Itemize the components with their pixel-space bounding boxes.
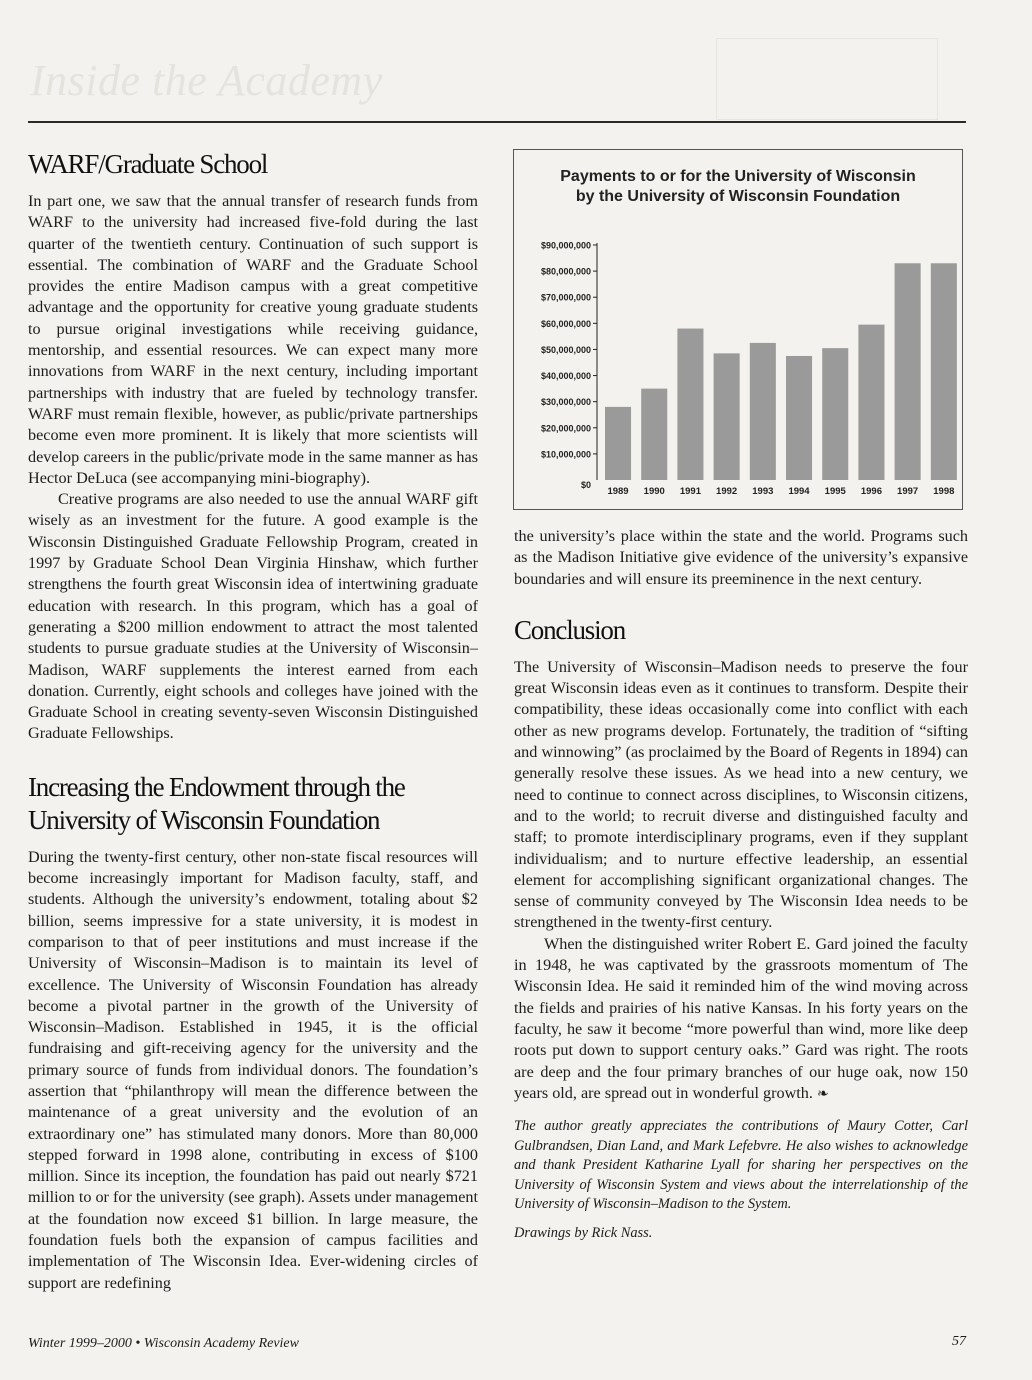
bar bbox=[858, 325, 884, 480]
paragraph: During the twenty-first century, other non-state fiscal resources will become increasingly important for Madison faculty, staff, and students. Although the university’s endowment, totaling about $2 billion, seems impressive for a state university, it is modest in comparison to that of peer institutions and must increase if the University of Wisconsin–Madison is to maintain its level of excellence. The University of Wisconsin Foundation has already become a pivotal partner in the growth of the University of Wisconsin–Madison. Established in 1945, it is the official fundraising and gift-receiving agency for the university and the primary source of funds from individual donors. The foundation’s assertion that “philanthropy will mean the difference between the maintenance of a great university and the evolution of an extraordinary one” has stimulated many donors. More than 80,000 stepped forward in 1998 alone, contributing in excess of $100 million. Since its inception, the foundation has paid out nearly $721 million to or for the university (see graph). Assets under management at the foundation now exceed $1 billion. In large measure, the foundation fuels both the expansion of campus facilities and implementation of The Wisconsin Idea. Ever-widening circles of support are redefining bbox=[28, 847, 478, 1292]
foundation-payments-chart bbox=[513, 149, 963, 510]
y-tick-label: $20,000,000 bbox=[540, 423, 591, 434]
bar bbox=[605, 407, 631, 480]
x-tick-label: 1997 bbox=[897, 486, 919, 497]
paragraph: In part one, we saw that the annual transfer of research funds from WARF to the university had increased five-fold during the last quarter of the twentieth century. Continuation of such support is essential. The combination of WARF and the Graduate School provides the entire Madison campus with a great competitive advantage and the opportunity for creative young graduate students to pursue original investigations while receiving guidance, mentorship, and essential resources. We can expect many more innovations from WARF in the next century, including important partnerships with industry that are fueled by technology transfer. WARF must remain flexible, however, as public/private partnerships become even more prominent. It is likely that more scientists will develop careers in the public/private mode in the same manner as has Hector DeLuca (see accompanying mini-biography). bbox=[28, 192, 478, 487]
x-tick-label: 1989 bbox=[607, 486, 629, 497]
left-column bbox=[28, 148, 478, 1294]
y-tick-label: $10,000,000 bbox=[540, 449, 591, 460]
paragraph bbox=[514, 934, 968, 1105]
y-tick-label: $70,000,000 bbox=[540, 292, 591, 303]
page-number: 57 bbox=[952, 1334, 966, 1349]
drawings-credit: Drawings by Rick Nass. bbox=[514, 1224, 653, 1241]
bar bbox=[895, 263, 921, 480]
y-tick-label: $50,000,000 bbox=[540, 344, 591, 355]
bar bbox=[677, 329, 703, 480]
x-tick-label: 1993 bbox=[752, 486, 774, 497]
chart-plot bbox=[514, 150, 962, 509]
bar bbox=[714, 353, 740, 480]
section-heading-endowment: Increasing the Endowment through the University of Wisconsin Foundation bbox=[28, 771, 405, 835]
paragraph-text: When the distinguished writer Robert E. Gard joined the faculty in 1948, he was captivated by the grassroots momentum of The Wisconsin Idea. He said it reminded him of the wind moving across the fields and prairies of his native Kansas. In his forty years on the faculty, he saw it become “more powerful than wind, more like deep roots put down to support century oaks.” Gard was right. The roots are deep and the four primary branches of our huge oak, now 150 years old, are spread out in wonderful growth. bbox=[514, 934, 968, 1102]
x-tick-label: 1995 bbox=[824, 486, 846, 497]
paragraph: The University of Wisconsin–Madison needs to preserve the four great Wisconsin ideas even as it continues to transform. Despite their compatibility, these ideas occasionally come into conflict with each other as new programs develop. Fortunately, the tradition of “sifting and winnowing” (as proclaimed by the Board of Regents in 1894) can generally resolve these issues. As we head into a new century, we need to continue to connect across disciplines, to Wisconsin citizens, and to the world; to recruit diverse and distinguished faculty and staff; to promote interdisciplinary programs, even if they supplant individualism; and to nurture effective leadership, an essential element for accomplishing significant organizational changes. The sense of community conveyed by The Wisconsin Idea needs to be strengthened in the twenty-first century. bbox=[514, 657, 968, 932]
chart-title-line: Payments to or for the University of Wisconsin bbox=[560, 168, 916, 185]
x-tick-label: 1998 bbox=[933, 486, 955, 497]
x-tick-label: 1994 bbox=[788, 486, 810, 497]
paragraph: Creative programs are also needed to use the annual WARF gift wisely as an investment for the future. A good example is the Wisconsin Distinguished Graduate Fellowship Program, created in 1997 by Graduate School Dean Virginia Hinshaw, which further strengthens the fourth great Wisconsin idea of intertwining graduate education with research. In this program, which has a goal of generating a $200 million endowment to attract the most talented students to pursue graduate studies at the University of Wisconsin–Madison, WARF supplements the interest earned from each donation. Currently, eight schools and colleges have joined with the Graduate School in creating seventy-seven Wisconsin Distinguished Graduate Fellowships. bbox=[28, 490, 478, 743]
bar bbox=[931, 263, 957, 480]
ghost-house-drawing bbox=[716, 38, 938, 120]
top-rule bbox=[28, 121, 966, 123]
x-tick-label: 1990 bbox=[643, 486, 665, 497]
y-tick-label: $40,000,000 bbox=[540, 371, 591, 382]
ghost-section-header: Inside the Academy bbox=[30, 56, 383, 105]
section-heading-conclusion: Conclusion bbox=[514, 614, 626, 645]
y-tick-label: $0 bbox=[580, 480, 591, 490]
footer-issue: Winter 1999–2000 • Wisconsin Academy Review bbox=[28, 1336, 299, 1351]
acknowledgment: The author greatly appreciates the contributions of Maury Cotter, Carl Gulbrandsen, Dian Land, and Mark Lefebvre. He also wishes to acknowledge and thank President Katharine Lyall for sharing her perspectives on the University of Wisconsin System and views about the interrelationship of the University of Wisconsin–Madison to the System. bbox=[514, 1118, 968, 1213]
bar bbox=[750, 343, 776, 480]
y-tick-label: $90,000,000 bbox=[540, 240, 591, 251]
y-tick-label: $30,000,000 bbox=[540, 397, 591, 408]
bar bbox=[786, 356, 812, 480]
x-tick-label: 1991 bbox=[679, 486, 702, 497]
y-tick-label: $80,000,000 bbox=[540, 266, 591, 277]
x-tick-label: 1992 bbox=[716, 486, 738, 497]
end-mark-icon: ❧ bbox=[816, 1086, 829, 1102]
section-heading-warf: WARF/Graduate School bbox=[28, 149, 268, 179]
x-tick-label: 1996 bbox=[860, 486, 883, 497]
paragraph: the university’s place within the state and the world. Programs such as the Madison Initiative give evidence of the university’s expansive boundaries and will ensure its preeminence in the next century. bbox=[514, 527, 968, 588]
y-tick-label: $60,000,000 bbox=[540, 318, 591, 329]
right-column bbox=[514, 522, 968, 1242]
bar bbox=[641, 389, 667, 480]
chart-title-line: by the University of Wisconsin Foundation bbox=[575, 188, 901, 205]
bar bbox=[822, 348, 848, 480]
